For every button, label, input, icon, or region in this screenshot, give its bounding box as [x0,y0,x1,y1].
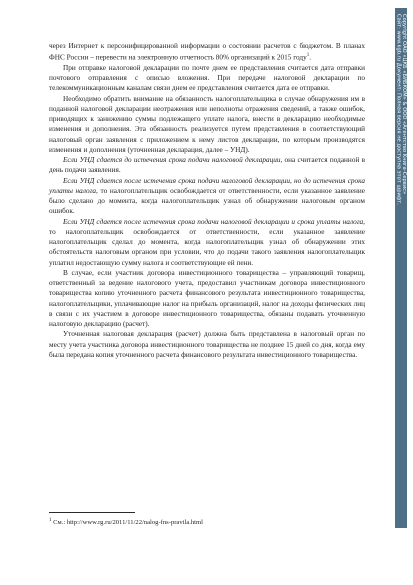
copyright-line-2: Сайт: www.kgb.ru Документ: Полная версия не доступна этот шрифт. [395,14,402,205]
paragraph-8: Уточненная налоговая декларация (расчет) должна быть представлена в налоговый орган по месту учета участника договора инвестиционного товарищества не позднее 15 дней со дня, когда ему была передана копия уточненного расчета финансового результата инвестиционного товарищества. [49,330,365,359]
copyright-text [396,14,406,524]
paragraph-5 [49,176,365,217]
paragraph-3: Необходимо обратить внимание на обязанность налогоплательщика в случае обнаружения им в поданной налоговой декларации неотражения или неполноты отражения сведений, а также ошибок, приводящих к занижению суммы подлежащего уплате налога, внести в декларацию необходимые изменения и дополнения. Эта обязанность реализуется путем представления в соответствующий налоговый орган заявления с приложением к нему листов декларации, по которым производятся изменения и дополнения (уточненная декларация, далее – УНД). [49,94,365,154]
footnote-text: См.: http://www.rg.ru/2011/11/22/nalog-fns-pravila.html [51,519,203,527]
main-text [49,41,365,360]
paragraph-5-text: то налогоплательщик освобождается от ответственности, если указанное заявление было сделано до момента, когда налогоплательщик узнал об обнаружении налоговым органом ошибок. [49,186,365,216]
paragraph-6-text: то налогоплательщик освобождается от ответственности, если указанное заявление налогоплательщик сделал до момента, когда налогоплательщик узнал об обнаружении этих обстоятельств налоговым органом при условии, что до подачи такого заявления налогоплательщик уплатил недостающую сумму налога и соответствующие ей пени. [49,227,365,267]
copyright-sidebar [389,0,413,585]
paragraph-4-emphasis: Если УНД сдается до истечения срока подачи налоговой декларации, [63,156,283,165]
footnote-ref: 1 [306,53,310,59]
paragraph-4-text: она считается поданной в день подачи заявления. [49,156,365,175]
paragraph-1-text: через Интернет к персонифицированной информации о состоянии расчетов с бюджетом. В планах ФНС России – перевести на электронную отчетность 80% организаций к 2015 году [49,42,365,62]
paragraph-4 [49,155,365,176]
footnote-mark: 1 [49,518,52,523]
paragraph-6-emphasis: Если УНД сдается после истечения срока подачи налоговой декларации и срока уплаты налога, [63,217,365,226]
footnote [49,516,365,527]
paragraph-6 [49,217,365,268]
paragraph-1 [49,41,365,63]
paragraph-5-emphasis: Если УНД сдается после истечения срока подачи налоговой декларации, но до истечения срока уплаты налога, [49,176,365,195]
paragraph-2: При отправке налоговой декларации по почте днем ее представления считается дата отправки почтового отправления с описью вложения. При передаче налоговой декларации по телекоммуникационным каналам связи днем ее представления считается дата ее отправки. [49,63,365,93]
paragraph-1-end: . [309,53,312,62]
footnote-divider [49,512,135,513]
copyright-line-1: Copyright ОАО «ЦКБ «БИБКОМ» & ООО «Aгентство Kнига-Cервис» [401,14,407,195]
paragraph-7: В случае, если участник договора инвестиционного товарищества – управляющий товарищ, ответственный за ведение налогового учета, предоставил участникам договора инвестиционного товарищества копию уточненного расчета финансового результата инвестиционного товарищества, налогоплательщики, уплачивающие налог на прибыль организаций, налог на доходы физических лиц в связи с их участием в договоре инвестиционного товарищества, обязаны подавать уточненную налоговую декларацию (расчет). [49,268,365,329]
